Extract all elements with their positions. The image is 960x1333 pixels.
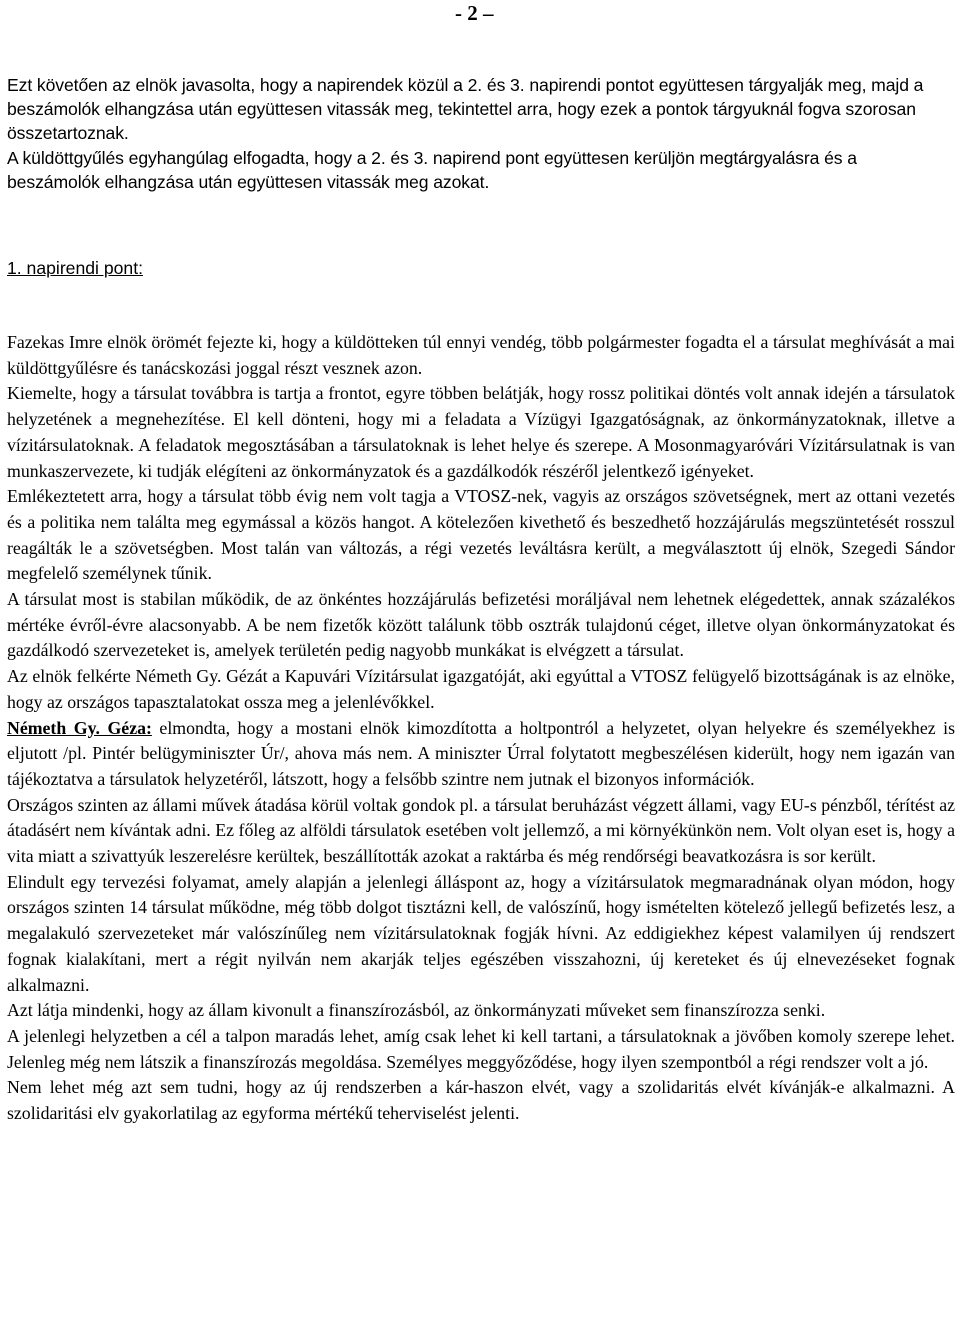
body-paragraph: A jelenlegi helyzetben a cél a talpon maradás lehet, amíg csak lehet ki kell tartani, a társulatoknak a jövőben komoly szerepe lehet. Jelenleg még nem látszik a finanszírozás megoldása. Személyes meggyőződése, hogy ilyen szempontból a régi rendszer volt a jó. xyxy=(7,1025,955,1072)
agenda-item-body xyxy=(7,330,955,1127)
body-paragraph: Nem lehet még azt sem tudni, hogy az új rendszerben a kár-haszon elvét, vagy a szolidaritás elvét kívánják-e alkalmazni. A szolidaritási elv gyakorlatilag az egyforma mértékű teherviselést jelenti. xyxy=(7,1077,955,1124)
intro-paragraph: Ezt követően az elnök javasolta, hogy a napirendek közül a 2. és 3. napirendi pontot együttesen tárgyalják meg, majd a beszámolók elhangzása után együttesen vitassák meg, tekintettel arra, hogy ezek a pontok tárgyuknál fogva szorosan összetartoznak. xyxy=(7,75,924,144)
body-paragraph: Fazekas Imre elnök örömét fejezte ki, hogy a küldötteken túl ennyi vendég, több polgármester fogadta el a társulat meghívását a mai küldöttgyűlésre és tanácskozási joggal részt vesznek azon. xyxy=(7,332,955,378)
page-number: - 2 – xyxy=(455,1,494,25)
section-heading: 1. napirendi pont: xyxy=(7,258,143,278)
body-paragraph: Emlékeztetett arra, hogy a társulat több évig nem volt tagja a VTOSZ-nek, vagyis az országos szövetségnek, mert az ottani vezetés és a politika nem találta meg egymással a közös hangot. A kötelezően kivethető és beszedhető hozzájárulás megszüntetését rosszul reagálták le a szövetségben. Most talán van változás, a régi vezetés leváltásra került, a megválasztott új elnök, Szegedi Sándor megfelelő személynek tűnik. xyxy=(7,486,955,584)
speaker-name: Németh Gy. Géza: xyxy=(7,717,152,738)
speaker-paragraph xyxy=(7,716,955,793)
body-paragraph: Országos szinten az állami művek átadása körül voltak gondok pl. a társulat beruházást végzett állami, vagy EU-s pénzből, térítést az átadásért nem kívántak adni. Ez főleg az alföldi társulatok esetében volt jellemző, a mi környékünkön nem. Volt olyan eset is, hogy a vita miatt a szivattyúk leszerelésre kerültek, beszállították azokat a raktárba és még rendőrségi beavatkozásra is sor került. xyxy=(7,794,956,867)
body-paragraph: A társulat most is stabilan működik, de az önkéntes hozzájárulás befizetési moráljával nem lehetnek elégedettek, annak százalékos mértéke évről-évre alacsonyabb. A be nem fizetők között találunk több osztrák tulajdonú céget, illetve olyan önkormányzatokat és gazdálkodó szervezeteket is, amelyek területén pedig nagyobb munkákat is elvégzett a társulat. xyxy=(7,589,955,661)
intro-paragraph: A küldöttgyűlés egyhangúlag elfogadta, hogy a 2. és 3. napirend pont együttesen kerüljön megtárgyalásra és a beszámolók elhangzása után együttesen vitassák meg azokat. xyxy=(7,147,857,192)
intro-section xyxy=(7,73,953,194)
speaker-statement: elmondta, hogy a mostani elnök kimozdította a holtpontról a helyzetet, olyan helyekre és személyekhez is eljutott /pl. Pintér belügyminiszter Úr/, ahova más nem. A miniszter Úrral folytatott megbeszélésen kiderült, hogy nem igazán van tájékoztatva a társulatok helyzetéről, látszott, hogy a felsőbb szintre nem jutnak el bizonyos információk. xyxy=(7,717,955,789)
body-paragraph: Kiemelte, hogy a társulat továbbra is tartja a frontot, egyre többen belátják, hogy rossz politikai döntés volt annak idején a társulatok helyzetének a megnehezítése. El kell dönteni, hogy mi a feladata a Vízügyi Igazgatóságnak, az önkormányzatoknak, illetve a vízitársulatoknak. A feladatok megosztásában a társulatoknak is lehet helye és szerepe. A Mosonmagyaróvári Vízitársulatnak is van munkaszervezete, ki tudják elégíteni az önkormányzatok és a gazdálkodók részéről jelentkező igényeket. xyxy=(7,383,955,481)
body-paragraph: Az elnök felkérte Németh Gy. Gézát a Kapuvári Vízitársulat igazgatóját, aki egyúttal a VTOSZ felügyelő bizottságának is az elnöke, hogy az országos tapasztalatokat ossza meg a jelenlévőkkel. xyxy=(7,666,955,712)
body-paragraph: Azt látja mindenki, hogy az állam kivonult a finanszírozásból, az önkormányzati műveket sem finanszírozza senki. xyxy=(7,1000,826,1021)
body-paragraph: Elindult egy tervezési folyamat, amely alapján a jelenlegi álláspont az, hogy a vízitársulatok megmaradnának olyan módon, hogy országos szinten 14 társulat működne, még több dolgot tisztázni kell, de valószínű, hogy ismételten kötelező jellegű befizetés lesz, a megalakuló szervezeteket már valószínűleg nem vízitársulatoknak fogják hívni. Az eddigiekhez képest valamilyen új rendszert fognak kialakítani, mert a régit nyilván nem akarják teljes egészében visszahozni, új kereteket és új elnevezéseket fognak alkalmazni. xyxy=(7,871,955,995)
